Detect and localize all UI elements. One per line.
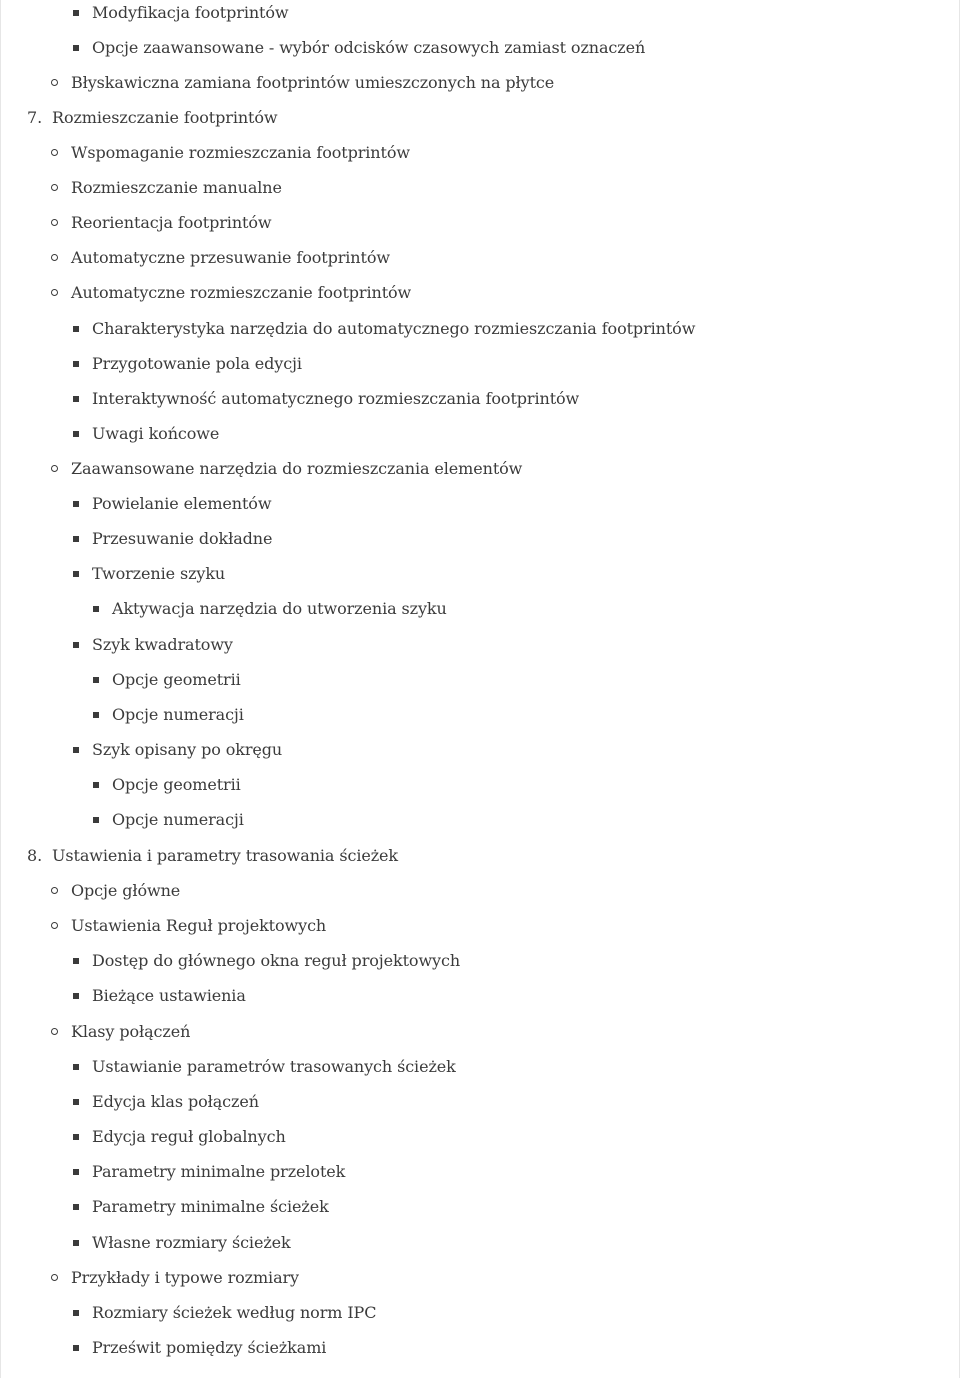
toc-item-label[interactable]: Opcje geometrii (112, 775, 241, 794)
toc-item-label[interactable]: Powielanie elementów (92, 494, 272, 513)
circle-bullet-icon (51, 254, 58, 261)
toc-item[interactable] (1, 174, 941, 202)
chapter-number: 7. (27, 108, 43, 127)
toc-item-label[interactable]: Interaktywność automatycznego rozmieszczania footprintów (92, 389, 580, 408)
square-bullet-icon (93, 677, 99, 683)
toc-item[interactable] (1, 947, 941, 975)
toc-item[interactable] (1, 1158, 941, 1186)
toc-item-label[interactable]: Opcje zaawansowane - wybór odcisków czasowych zamiast oznaczeń (92, 38, 646, 57)
toc-item-label[interactable]: Klasy połączeń (71, 1022, 191, 1041)
toc-item[interactable] (1, 1334, 941, 1362)
toc-item[interactable] (1, 1229, 941, 1257)
toc-item-label[interactable]: Edycja klas połączeń (92, 1092, 259, 1111)
square-bullet-icon (73, 747, 79, 753)
toc-item[interactable] (1, 244, 941, 272)
toc-item[interactable] (1, 315, 941, 343)
toc-item-label[interactable]: Aktywacja narzędzia do utworzenia szyku (112, 599, 447, 618)
toc-chapter-label[interactable]: Ustawienia i parametry trasowania ścieżek (52, 846, 399, 865)
circle-bullet-icon (51, 1028, 58, 1035)
square-bullet-icon (73, 1169, 79, 1175)
toc-item[interactable] (1, 736, 941, 764)
toc-item-label[interactable]: Opcje geometrii (112, 670, 241, 689)
square-bullet-icon (73, 536, 79, 542)
toc-item[interactable] (1, 385, 941, 413)
circle-bullet-icon (51, 184, 58, 191)
square-bullet-icon (73, 1064, 79, 1070)
circle-bullet-icon (51, 149, 58, 156)
toc-item[interactable] (1, 420, 941, 448)
square-bullet-icon (73, 1240, 79, 1246)
toc-item-label[interactable]: Ustawianie parametrów trasowanych ścieżek (92, 1057, 456, 1076)
square-bullet-icon (73, 1310, 79, 1316)
circle-bullet-icon (51, 219, 58, 226)
toc-item[interactable] (1, 34, 941, 62)
circle-bullet-icon (51, 887, 58, 894)
toc-chapter[interactable] (1, 104, 941, 132)
toc-item-label[interactable]: Szyk kwadratowy (92, 635, 233, 654)
square-bullet-icon (73, 45, 79, 51)
square-bullet-icon (73, 571, 79, 577)
toc-item[interactable] (1, 1123, 941, 1151)
square-bullet-icon (73, 501, 79, 507)
toc-item[interactable] (1, 1018, 941, 1046)
toc-item-label[interactable]: Automatyczne rozmieszczanie footprintów (71, 283, 412, 302)
toc-chapter[interactable] (1, 842, 941, 870)
toc-item-label[interactable]: Tworzenie szyku (92, 564, 226, 583)
toc-item[interactable] (1, 455, 941, 483)
toc-item-label[interactable]: Zaawansowane narzędzia do rozmieszczania elementów (71, 459, 523, 478)
toc-item[interactable] (1, 490, 941, 518)
toc-item-label[interactable]: Własne rozmiary ścieżek (92, 1233, 291, 1252)
toc-item[interactable] (1, 0, 941, 27)
toc-item[interactable] (1, 877, 941, 905)
toc-item[interactable] (1, 1299, 941, 1327)
toc-item-label[interactable]: Edycja reguł globalnych (92, 1127, 286, 1146)
toc-item-label[interactable]: Przygotowanie pola edycji (92, 354, 302, 373)
square-bullet-icon (93, 782, 99, 788)
toc-item[interactable] (1, 982, 941, 1010)
toc-item[interactable] (1, 350, 941, 378)
toc-item[interactable] (1, 1193, 941, 1221)
square-bullet-icon (73, 10, 79, 16)
toc-item-label[interactable]: Opcje numeracji (112, 705, 244, 724)
square-bullet-icon (93, 606, 99, 612)
square-bullet-icon (93, 817, 99, 823)
square-bullet-icon (73, 642, 79, 648)
toc-item-label[interactable]: Rozmieszczanie manualne (71, 178, 282, 197)
toc-item[interactable] (1, 1264, 941, 1292)
toc-item[interactable] (1, 595, 941, 623)
toc-item-label[interactable]: Parametry minimalne przelotek (92, 1162, 346, 1181)
toc-item-label[interactable]: Charakterystyka narzędzia do automatycznego rozmieszczania footprintów (92, 319, 696, 338)
toc-item-label[interactable]: Uwagi końcowe (92, 424, 220, 443)
toc-item-label[interactable]: Prześwit pomiędzy ścieżkami (92, 1338, 327, 1357)
circle-bullet-icon (51, 922, 58, 929)
chapter-number: 8. (27, 846, 43, 865)
toc-item[interactable] (1, 525, 941, 553)
toc-item-label[interactable]: Ustawienia Reguł projektowych (71, 916, 327, 935)
toc-item-label[interactable]: Wspomaganie rozmieszczania footprintów (71, 143, 410, 162)
square-bullet-icon (73, 396, 79, 402)
toc-item[interactable] (1, 806, 941, 834)
square-bullet-icon (73, 1134, 79, 1140)
toc-item-label[interactable]: Rozmiary ścieżek według norm IPC (92, 1303, 377, 1322)
toc-item[interactable] (1, 560, 941, 588)
toc-item-label[interactable]: Szyk opisany po okręgu (92, 740, 283, 759)
toc-item-label[interactable]: Opcje główne (71, 881, 181, 900)
toc-item-label[interactable]: Przykłady i typowe rozmiary (71, 1268, 299, 1287)
toc-item[interactable] (1, 139, 941, 167)
toc-item-label[interactable]: Przesuwanie dokładne (92, 529, 273, 548)
toc-item[interactable] (1, 1088, 941, 1116)
square-bullet-icon (73, 993, 79, 999)
toc-item[interactable] (1, 279, 941, 307)
toc-item-label[interactable]: Bieżące ustawienia (92, 986, 246, 1005)
square-bullet-icon (73, 326, 79, 332)
toc-item[interactable] (1, 771, 941, 799)
toc-item[interactable] (1, 1053, 941, 1081)
circle-bullet-icon (51, 79, 58, 86)
toc-item-label[interactable]: Opcje numeracji (112, 810, 244, 829)
circle-bullet-icon (51, 289, 58, 296)
toc-item[interactable] (1, 631, 941, 659)
square-bullet-icon (73, 431, 79, 437)
toc-item-label[interactable]: Dostęp do głównego okna reguł projektowych (92, 951, 461, 970)
square-bullet-icon (93, 712, 99, 718)
square-bullet-icon (73, 1099, 79, 1105)
square-bullet-icon (73, 1345, 79, 1351)
square-bullet-icon (73, 1204, 79, 1210)
toc-item-label[interactable]: Reorientacja footprintów (71, 213, 272, 232)
toc-item[interactable] (1, 666, 941, 694)
toc-item-label[interactable]: Modyfikacja footprintów (92, 3, 289, 22)
toc-item-label[interactable]: Parametry minimalne ścieżek (92, 1197, 329, 1216)
toc-item-label[interactable]: Błyskawiczna zamiana footprintów umieszczonych na płytce (71, 73, 555, 92)
toc-item-label[interactable]: Automatyczne przesuwanie footprintów (71, 248, 390, 267)
toc-chapter-label[interactable]: Rozmieszczanie footprintów (52, 108, 278, 127)
toc-item[interactable] (1, 69, 941, 97)
square-bullet-icon (73, 361, 79, 367)
circle-bullet-icon (51, 465, 58, 472)
square-bullet-icon (73, 958, 79, 964)
toc-item[interactable] (1, 209, 941, 237)
toc-item[interactable] (1, 701, 941, 729)
circle-bullet-icon (51, 1274, 58, 1281)
toc-item[interactable] (1, 912, 941, 940)
